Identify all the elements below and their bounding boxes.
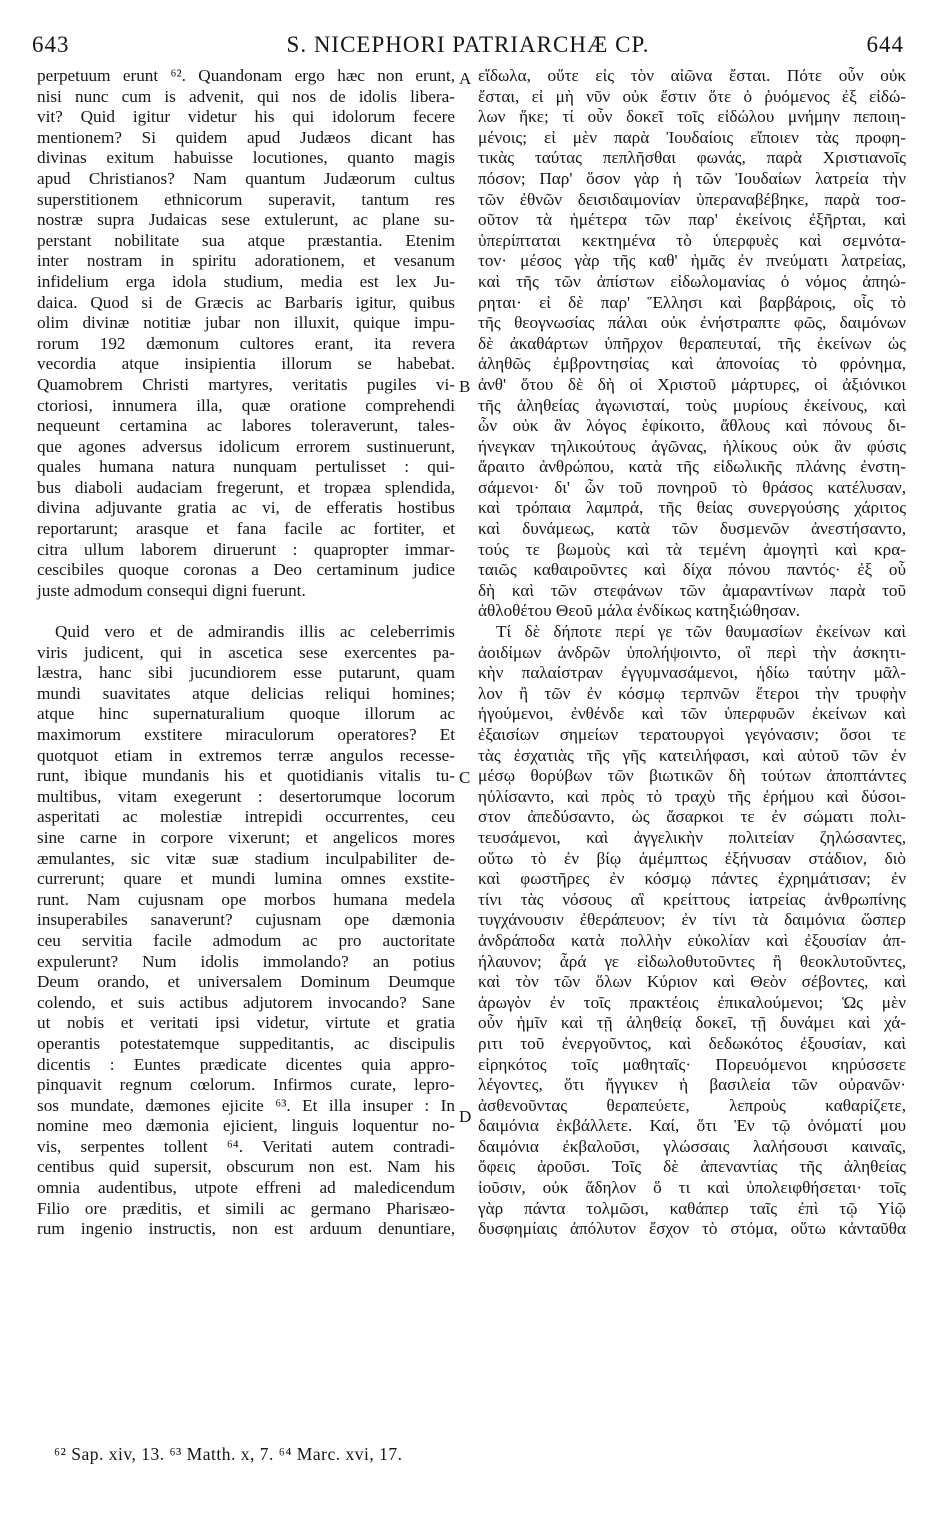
text-line: λων ἥκε; τί οὖν δοκεῖ τοῖς εἰδώλου μνήμην πεποιη- [478, 107, 906, 127]
text-line: μένοις; εἰ μὲν παρὰ Ἰουδαίοις εἴποιεν τὰς προφη- [478, 127, 906, 147]
text-line: vecordia atque insipientia illorum se habebat. [37, 354, 455, 374]
text-line: καὶ τῆς τῶν ἀπίστων εἰδωλομανίας ὁ νόμος ἀπηώ- [478, 271, 906, 291]
text-line: ἀρωγὸν ἐν τοῖς πρακτέοις ἐπικαλούμενοι; Ὡς μὲν [478, 992, 906, 1012]
text-line: sos mundate, dæmones ejicite ⁶³. Et illa insuper : In [37, 1095, 455, 1115]
text-line: nisi nunc cum is advenit, qui nos de idolis libera- [37, 86, 455, 106]
text-line: ἀσθενοῦντας θεραπεύετε, λεπροὺς καθαρίζετε, [478, 1095, 906, 1115]
text-line: οὖν ἡμῖν καὶ τῇ ἀληθείᾳ δοκεῖ, τῇ δυνάμει καὶ χά- [478, 1013, 906, 1033]
text-line: Deum orando, et universalem Dominum Deumque [37, 972, 455, 992]
text-line: γὰρ πάντα τολμῶσι, καθάπερ ταῖς ἐπὶ τῷ Υἱῷ [478, 1198, 906, 1218]
text-line: mundi suavitates atque delicias reliqui homines; [37, 683, 455, 703]
text-line: δυσφημίαις ἀπόλυτον ἔσχον τὸ στόμα, οὕτω κἀνταῦθα [478, 1219, 906, 1239]
text-line: quales humana natura nunquam pertulisset : qui- [37, 457, 455, 477]
text-line: superstitionem ethnicorum superavit, tantum res [37, 189, 455, 209]
text-line: apud Christianos? Nam quantum Judæorum cultus [37, 168, 455, 188]
section-marker-d: D [459, 1107, 472, 1126]
right-page-number: 644 [866, 32, 904, 57]
text-line: ἰοῦσιν, οὐκ ἄδηλον ὅ τι καὶ ὑπολειφθήσεται· τοῖς [478, 1178, 906, 1198]
text-line: τῆς ἀληθείας ἀγωνισταί, τοὺς μυρίους ἐκείνους, καὶ [478, 395, 906, 415]
text-line: τευσάμενοι, καὶ ἀγγελικὴν πολιτείαν ζηλώσαντες, [478, 827, 906, 847]
text-line: runt. Nam cujusnam ope morbos humana medela [37, 889, 455, 909]
text-line: divina adjuvante gratia ac vi, de efferatis hostibus [37, 498, 455, 518]
text-line: ἔσται, εἰ μὴ νῦν οὐκ ἔστιν ὅτε ὁ ῥυόμενος ἐξ εἰδώ- [478, 86, 906, 106]
text-line: quotquot etiam in extremos terræ angulos recesse- [37, 745, 455, 765]
text-line: ριτι τοῦ ἐνεργοῦντος, καὶ δεδωκότος ἐξουσίαν, καὶ [478, 1033, 906, 1053]
footnotes: ⁶² Sap. xiv, 13. ⁶³ Matth. x, 7. ⁶⁴ Marc. xvi, 17. [54, 1444, 403, 1464]
text-line: εἴδωλα, οὔτε εἰς τὸν αἰῶνα ἔσται. Πότε οὖν οὐκ [478, 66, 906, 85]
text-line: ἀληθῶς ἐμβροντησίας καὶ ἀπονοίας τὸ φρόνημα, [478, 354, 906, 374]
text-line: μέσῳ θορύβων τῶν βιωτικῶν δὴ τούτων ἀποπτάντες [478, 766, 906, 786]
text-line: ταιῶς καθαιροῦντες καὶ δίχα πόνου παντός· ἐξ οὗ [478, 560, 906, 580]
text-line: ctoriosi, innumera illa, quæ oratione comprehendi [37, 395, 455, 415]
text-line: nequeunt certamina ac labores toleraverunt, tales- [37, 416, 455, 436]
text-line: τούς τε βωμοὺς καὶ τὰ τεμένη ἀμογητὶ καὶ κρα- [478, 539, 906, 559]
text-line: divinas exitum habuisse locutiones, quanto magis [37, 148, 455, 168]
text-line: runt, ibique mundanis his et quotidianis vitalis tu- [37, 766, 455, 786]
text-line: insuperabiles sanaverunt? cujusnam ope dæmonia [37, 910, 455, 930]
text-line: multibus, vitam exegerunt : desertorumque locorum [37, 786, 455, 806]
text-line: Filio ore præditis, et simili ac germano Pharisæo- [37, 1198, 455, 1218]
text-line: ρηται· εἰ δὲ παρ' Ἕλλησι καὶ βαρβάροις, οἷς τὸ [478, 292, 906, 312]
text-line: πόσον; Παρ' ὅσον γὰρ ἡ τῶν Ἰουδαίων λατρεία τὴν [478, 168, 906, 188]
text-line: perstant nobilitate sua atque præstantia. Etenim [37, 230, 455, 250]
text-line: omnia audentibus, utpote effreni ad maledicendum [37, 1178, 455, 1198]
text-line: rum ingenio instructis, non est arduum denuntiare, [37, 1219, 455, 1239]
left-page-number: 643 [32, 32, 70, 57]
text-line: operantis potestatemque suppeditantis, ac discipulis [37, 1033, 455, 1053]
text-line: οῦτον τὰ ἡμέτερα τῶν παρ' ἐκείνοις ἐξῆρται, καὶ [478, 210, 906, 230]
text-line: æmulantes, sic vitæ suæ stadium inculpabiliter de- [37, 848, 455, 868]
text-line: expulerunt? Num idolis immolando? an potius [37, 951, 455, 971]
text-line: ἀνθ' ὅτου δὲ δὴ οἱ Χριστοῦ μάρτυρες, οἱ ἀξιόνικοι [478, 374, 906, 394]
text-line: δαιμόνια ἐκβάλλετε. Καί, ὅτι Ἐν τῷ ὀνόματί μου [478, 1116, 906, 1136]
text-line: τὰς ἐσχατιὰς τῆς γῆς κατειλήφασι, καὶ αὐτοῦ τῶν ἐν [478, 745, 906, 765]
text-line: τίνι τὰς νόσους αἳ κρείττους ἰατρείας ἀνθρωπίνης [478, 889, 906, 909]
text-line: perpetuum erunt ⁶². Quandonam ergo hæc non erunt, [37, 66, 455, 85]
text-line: vit? Quid igitur videtur his qui idolorum fecere [37, 107, 455, 127]
text-line: τικὰς ταύτας πεπλῆσθαι φωνάς, παρὰ Χριστιανοῖς [478, 148, 906, 168]
text-line: viris judicent, qui in ascetica sese exercentes pa- [37, 642, 455, 662]
text-line: infidelium erga idola studium, media est lex Ju- [37, 271, 455, 291]
text-line: κὴν παλαίστραν ἐγγυμνασάμενοι, ἡδίω ταύτην μᾶλ- [478, 663, 906, 683]
text-line: δὲ ἀκαθάρτων ὑπῆρχον θεραπευταί, τῆς ἐκείνων ὡς [478, 333, 906, 353]
text-line: δαιμόνια ἐκβαλοῦσι, γλώσσαις λαλήσουσι καιναῖς, [478, 1136, 906, 1156]
section-marker-b: B [459, 377, 471, 396]
text-line: δὴ καὶ τῶν στεφάνων τῶν ἀμαραντίνων παρὰ τοῦ [478, 580, 906, 600]
text-line: citra ullum laborem diruerunt : quapropter immar- [37, 539, 455, 559]
section-marker-a: A [459, 69, 472, 88]
text-line: mentionem? Si quidem apud Judæos dicant has [37, 127, 455, 147]
text-line: sine carne in corpore vixerunt; et angelicos mores [37, 827, 455, 847]
text-line: bus diaboli audaciam fregerunt, et tropæa splendida, [37, 477, 455, 497]
text-line: colendo, et suis actibus adjutorem invocando? Sane [37, 992, 455, 1012]
text-line: λέγοντες, ὅτι ἤγγικεν ἡ βασιλεία τῶν οὐρανῶν· [478, 1075, 906, 1095]
latin-column [37, 66, 455, 1240]
text-line: olim divinæ notitiæ jubar non illuxit, quique impu- [37, 313, 455, 333]
text-line [37, 601, 455, 622]
section-marker-c: C [459, 768, 471, 787]
text-line: καὶ τρόπαια λαμπρά, τῆς θείας συνεργούσης χάριτος [478, 498, 906, 518]
text-line: ὑπερίπταται κεκτημένα τὸ ὑπερφυὲς καὶ σεμνότα- [478, 230, 906, 250]
text-line: ἡγούμενοι, ἐνθένδε καὶ τῶν ὑπερφυῶν ἐκείνων καὶ [478, 704, 906, 724]
text-line: cescibiles quoque coronas a Deo certaminum judice [37, 560, 455, 580]
text-line: maximorum exstitere miraculorum operatores? Et [37, 725, 455, 744]
text-line: pinquavit regnum cœlorum. Infirmos curate, lepro- [37, 1075, 455, 1095]
page-header [32, 32, 904, 66]
text-line: ἀοιδίμων ἀνδρῶν ὑπολήψοιντο, οἳ περὶ τὴν ἀσκητι- [478, 642, 906, 662]
text-line: ut nobis et veritati ipsi videtur, virtute et gratia [37, 1013, 455, 1033]
text-line: juste admodum consequi digni fuerunt. [37, 580, 306, 600]
text-line: nomine meo dæmonia ejicient, linguis loquentur no- [37, 1116, 455, 1136]
text-line: ήνεγκαν τηλικούτους ἀγῶνας, ἡλίκους οὐκ ἂν φύσις [478, 436, 906, 456]
text-line: læstra, hanc sibi jucundiorem esse putarunt, quam [37, 663, 455, 683]
text-line: καὶ φωστῆρες ἐν κόσμῳ πάντες ἐχρημάτισαν; ἐν [478, 869, 906, 889]
text-line: asperitati ac molestiæ intrepidi occurrentes, ceu [37, 807, 455, 827]
text-line: ήλαυνον; ἆρά γε εἰδωλοθυτοῦντες ἢ θεοκλυτοῦντες, [478, 951, 906, 971]
greek-column [478, 66, 906, 1240]
text-line: atque hinc supernaturalium quoque illorum ac [37, 704, 455, 724]
text-line: σάμενοι· δι' ὧν τοῦ πονηροῦ τὸ θράσος κατέλυσαν, [478, 477, 906, 497]
text-line: ηὐλίσαντο, καὶ πρὸς τὸ τραχὺ τῆς ἐρήμου καὶ δύσοι- [478, 786, 906, 806]
text-line: ὧν οὐκ ἂν λόγος ἐφίκοιτο, ἄθλους καὶ πόνους δι- [478, 416, 906, 436]
text-line: λον ἢ τῶν ἐν κόσμῳ τερπνῶν ἕτεροι τὴν τρυφὴν [478, 683, 906, 703]
text-line: καὶ δυνάμεως, κατὰ τῶν δυσμενῶν ἀνεστήσαντο, [478, 519, 906, 539]
text-line: στον ἀπεδύσαντο, ὡς ἄσαρκοι τε ἐν σώματι πολι- [478, 807, 906, 827]
text-line: vis, serpentes tollent ⁶⁴. Veritati autem contradi- [37, 1136, 455, 1156]
text-line: εἰρηκότος τοῖς μαθηταῖς· Πορευόμενοι κηρύσσετε [478, 1054, 906, 1074]
text-line: καὶ τὸν τῶν ὅλων Κύριον καὶ Θεὸν σέβοντες, καὶ [478, 972, 906, 992]
text-line: ὄφεις ἀροῦσι. Τοῖς δὲ ἀπεναντίας τῆς ἀληθείας [478, 1157, 906, 1177]
text-line: rorum 192 dæmonum cultores erant, ita revera [37, 333, 455, 353]
text-line: Quid vero et de admirandis illis ac celeberrimis [55, 622, 455, 642]
text-line: ἀθλοθέτου Θεοῦ μάλα ἐνδίκως κατηξιώθησαν. [478, 601, 801, 621]
text-line: ceu servitia facile admodum ac pro auctoritate [37, 930, 455, 950]
text-line: currerunt; quare et mundi lumina omnes exstite- [37, 869, 455, 889]
text-line: ἐξαισίων σημείων τερατουργοὶ γεγόνασιν; ὅσοι τε [478, 725, 906, 744]
text-line: reportarunt; arasque et fana facile ac fortiter, et [37, 519, 455, 539]
text-line: ἄραιτο ἀνθρώπου, κατὰ τῆς εἰδωλικῆς πλάνης ἐνστη- [478, 457, 906, 477]
text-line: dicentis : Euntes prædicate dicentes quia appro- [37, 1054, 455, 1074]
text-line: daica. Quod si de Græcis ac Barbaris igitur, quibus [37, 292, 455, 312]
text-line: Τί δὲ δήποτε περί γε τῶν θαυμασίων ἐκείνων καὶ [496, 622, 906, 642]
text-line: que agones adversus idolicum errorem sustinuerunt, [37, 436, 455, 456]
text-line: τῆς θεογνωσίας πάλαι οὐκ ἐνήστραπτε φῶς, δαιμόνων [478, 313, 906, 333]
text-line: ἀνδράποδα κατὰ πολλὴν εὐκολίαν καὶ ἐξουσίαν ἀπ- [478, 930, 906, 950]
text-line: nostræ supra Judaicas sese extulerunt, ac plane su- [37, 210, 455, 230]
text-line: inter nostram in spiritu adorationem, et vesanum [37, 251, 455, 271]
text-line: τυγχάνουσιν ἐθεράπευον; ἐν τίνι τὰ δαιμόνια ὥσπερ [478, 910, 906, 930]
text-line: τον· μέσος γὰρ τῆς καθ' ἡμᾶς ἐν πνεύματι λατρείας, [478, 251, 906, 271]
text-line: centibus quid supersit, obscurum non est. Nam his [37, 1157, 455, 1177]
text-line: τῶν ἐθνῶν δεισιδαιμονίαν ὑπεραναβέβηκε, παρὰ τοσ- [478, 189, 906, 209]
text-line: Quamobrem Christi martyres, veritatis pugiles vi- [37, 374, 455, 394]
running-title: S. NICEPHORI PATRIARCHÆ CP. [286, 32, 650, 57]
text-line: οὕτω τὸ ἐν βίῳ ἀμέμπτως ἐξήνυσαν στάδιον, διὸ [478, 848, 906, 868]
